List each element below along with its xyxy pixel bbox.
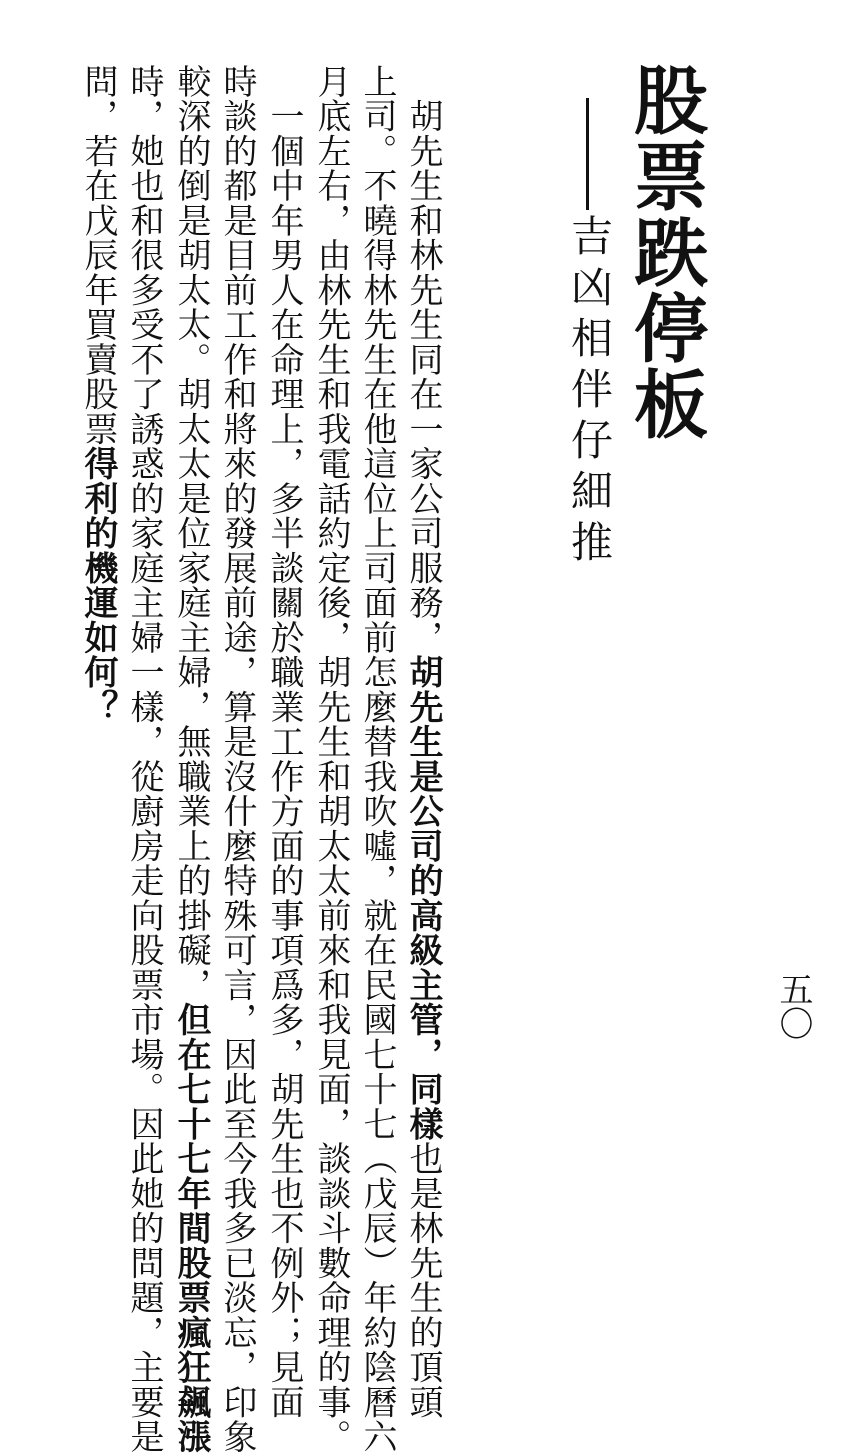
bold-text-segment: 胡先生是公司的高級主管，同樣 — [403, 654, 443, 1142]
subtitle: 吉凶相伴仔細推 — [565, 214, 614, 571]
text-segment: 也是林先生的頂頭 — [403, 1141, 443, 1420]
text-segment: 時談的都是目前工作和將來的發展前途，算是沒什麼特殊可言，因此至今我多已淡忘，印象 — [217, 64, 257, 1454]
text-segment: 胡先生和林先生同在一家公司服務， — [403, 64, 443, 655]
text-column — [124, 64, 164, 1454]
text-segment: 問，若在戊辰年買賣股票 — [78, 64, 118, 447]
text-column — [311, 64, 351, 1454]
text-segment: 上司。不曉得林先生在他這位上司面前怎麼替我吹噓，就在民國七十七（戊辰）年約陰曆六 — [357, 64, 397, 1454]
text-column — [357, 64, 397, 1454]
text-segment: 月底左右，由林先生和我電話約定後，胡先生和胡太太前來和我見面，談談斗數命理的事。 — [311, 64, 351, 1454]
text-column — [217, 64, 257, 1454]
bold-text-segment: 得利的機運如何？ — [78, 446, 118, 725]
page-title: 股票跌停板 — [622, 62, 708, 442]
text-column — [403, 64, 443, 1420]
text-column — [264, 64, 304, 1420]
text-column — [171, 64, 211, 1454]
subtitle-dash — [586, 98, 589, 210]
text-segment: 時，她也和很多受不了誘惑的家庭主婦一樣，從廚房走向股票市場。因此她的問題，主要是 — [124, 64, 164, 1454]
text-column — [78, 64, 118, 725]
page-number: 五〇 — [773, 972, 813, 1040]
text-segment: 較深的倒是胡太太。胡太太是位家庭主婦，無職業上的掛礙， — [171, 64, 211, 1003]
text-segment: 一個中年男人在命理上，多半談關於職業工作方面的事項爲多，胡先生也不例外；見面 — [264, 64, 304, 1420]
bold-text-segment: 但在七十七年間股票瘋狂飆漲 — [171, 1002, 211, 1454]
